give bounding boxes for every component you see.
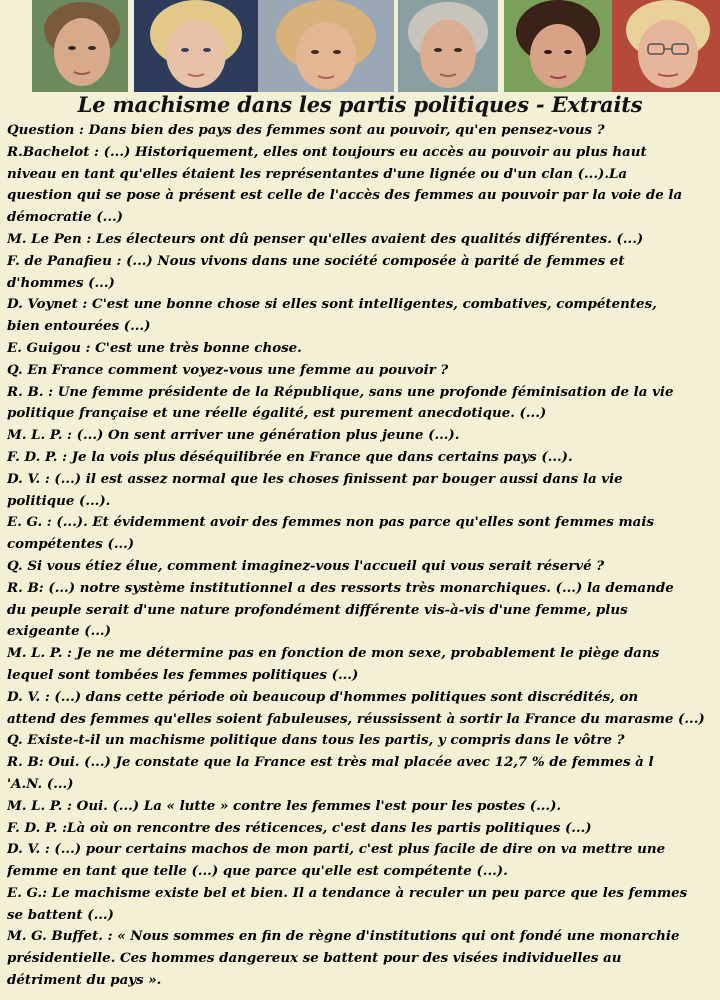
text-line: E. G.: Le machisme existe bel et bien. Il a tendance à reculer un peu parce que les femmes xyxy=(7,884,688,901)
text-line: femme en tant que telle (...) que parce qu'elle est compétente (...). xyxy=(7,863,508,880)
text-line: exigeante (...) xyxy=(7,623,111,640)
text-line: bien entourées (...) xyxy=(7,318,151,335)
text-line: politique (...). xyxy=(7,492,111,509)
portrait-6-image xyxy=(612,0,720,92)
text-line: compétentes (...) xyxy=(7,536,135,553)
text-line: 'A.N. (...) xyxy=(7,775,74,792)
text-line: question qui se pose à présent est celle de l'accès des femmes au pouvoir par la voie de la xyxy=(7,187,683,204)
portrait-photo-6 xyxy=(612,0,720,92)
text-line: attend des femmes qu'elles soient fabuleuses, réussissent à sortir la France du marasme (...) xyxy=(7,710,705,727)
text-line: M. L. P. : Oui. (...) La « lutte » contre les femmes l'est pour les postes (...). xyxy=(7,797,562,814)
text-line: d'hommes (...) xyxy=(7,274,115,291)
portrait-2-image xyxy=(134,0,258,92)
text-line: D. V. : (...) dans cette période où beaucoup d'hommes politiques sont discrédités, on xyxy=(7,688,639,705)
text-line: R. B. : Une femme présidente de la République, sans une profonde féminisation de la vie xyxy=(7,383,674,400)
text-line: Q. Existe-t-il un machisme politique dans tous les partis, y compris dans le vôtre ? xyxy=(7,732,625,749)
text-line: Q. En France comment voyez-vous une femme au pouvoir ? xyxy=(7,361,449,378)
text-line: M. L. P. : Je ne me détermine pas en fonction de mon sexe, probablement le piège dans xyxy=(7,645,660,662)
text-line: F. D. P. :Là où on rencontre des réticences, c'est dans les partis politiques (...) xyxy=(7,819,592,836)
portrait-photo-1 xyxy=(32,0,128,92)
text-line: D. V. : (...) pour certains machos de mon parti, c'est plus facile de dire on va mettre une xyxy=(7,841,666,858)
text-line: E. Guigou : C'est une très bonne chose. xyxy=(7,339,302,356)
portrait-photo-2 xyxy=(134,0,258,92)
text-line: Q. Si vous étiez élue, comment imaginez-vous l'accueil qui vous serait réservé ? xyxy=(7,557,605,574)
text-line: M. Le Pen : Les électeurs ont dû penser qu'elles avaient des qualités différentes. (...) xyxy=(7,230,644,247)
portrait-photo-5 xyxy=(504,0,612,92)
text-line: Question : Dans bien des pays des femmes sont au pouvoir, qu'en pensez-vous ? xyxy=(7,122,605,138)
interview-excerpts xyxy=(7,120,719,992)
text-line: E. G. : (...). Et évidemment avoir des femmes non pas parce qu'elles sont femmes mais xyxy=(7,514,654,531)
text-line: R. B: Oui. (...) Je constate que la France est très mal placée avec 12,7 % de femmes à l xyxy=(7,754,654,771)
text-line: D. V. : (...) il est assez normal que les choses finissent par bouger aussi dans la vie xyxy=(7,470,623,487)
page-title: Le machisme dans les partis politiques - Extraits xyxy=(77,92,643,117)
text-line: D. Voynet : C'est une bonne chose si elles sont intelligentes, combatives, compétentes, xyxy=(7,296,657,313)
text-line: M. G. Buffet. : « Nous sommes en fin de règne d'institutions qui ont fondé une monarchie xyxy=(7,928,680,945)
portrait-4-image xyxy=(398,0,498,92)
portrait-photo-4 xyxy=(398,0,498,92)
text-line: niveau en tant qu'elles étaient les représentantes d'une lignée ou d'un clan (...).La xyxy=(7,165,628,182)
text-line: F. de Panafieu : (...) Nous vivons dans une société composée à parité de femmes et xyxy=(7,252,625,269)
portrait-3-image xyxy=(258,0,394,92)
text-line: M. L. P. : (...) On sent arriver une génération plus jeune (...). xyxy=(7,427,460,444)
text-line: lequel sont tombées les femmes politiques (...) xyxy=(7,666,359,683)
text-line: présidentielle. Ces hommes dangereux se battent pour des visées individuelles au xyxy=(7,950,622,967)
text-line: du peuple serait d'une nature profondément différente vis-à-vis d'une femme, plus xyxy=(7,601,628,618)
text-line: politique française et une réelle égalité, est purement anecdotique. (...) xyxy=(7,405,547,422)
portrait-1-image xyxy=(32,0,128,92)
portrait-5-image xyxy=(504,0,612,92)
text-line: se battent (...) xyxy=(7,906,114,923)
portrait-strip xyxy=(0,0,720,92)
text-line: démocratie (...) xyxy=(7,209,123,226)
text-line: F. D. P. : Je la vois plus déséquilibrée en France que dans certains pays (...). xyxy=(7,448,573,465)
text-line: R.Bachelot : (...) Historiquement, elles ont toujours eu accès au pouvoir au plus haut xyxy=(7,143,647,160)
portrait-photo-3 xyxy=(258,0,394,92)
text-line: R. B: (...) notre système institutionnel a des ressorts très monarchiques. (...) la demande xyxy=(7,579,674,596)
text-line: détriment du pays ». xyxy=(7,972,162,989)
